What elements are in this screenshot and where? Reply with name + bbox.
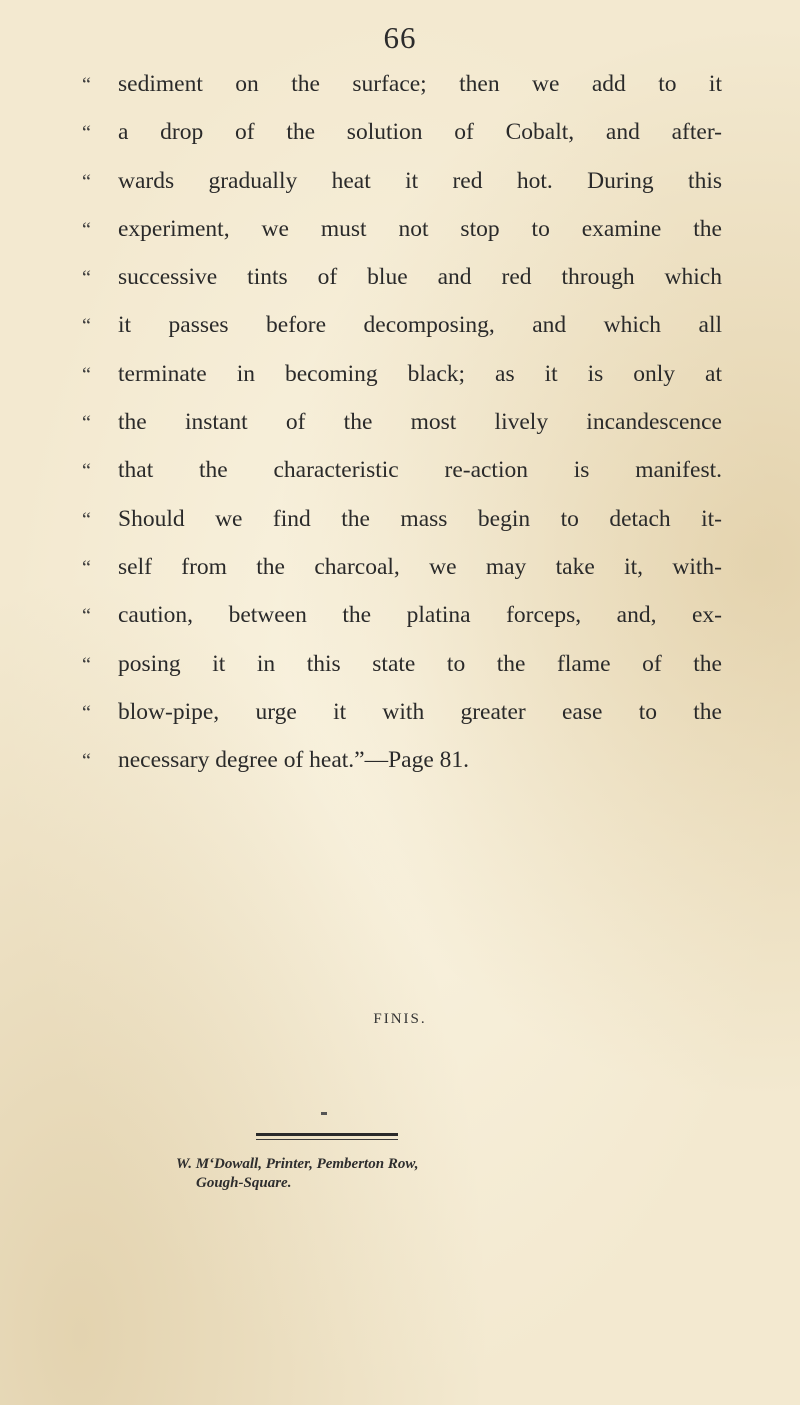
line-text: successive tints of blue and red through which [118, 264, 722, 291]
line-text: that the characteristic re-action is manifest. [118, 457, 722, 484]
text-line [82, 398, 722, 446]
line-text: the instant of the most lively incandescence [118, 409, 722, 436]
quote-mark: “ [82, 363, 91, 386]
line-text: wards gradually heat it red hot. During this [118, 167, 722, 194]
quote-mark: “ [82, 556, 91, 579]
text-line [82, 60, 722, 108]
quote-mark: “ [82, 315, 91, 338]
text-line [82, 108, 722, 156]
page-number: 66 [383, 20, 417, 55]
quoted-passage [82, 60, 722, 784]
quote-mark: “ [82, 701, 91, 724]
line-text: it passes before decomposing, and which all [118, 312, 722, 339]
text-line [82, 688, 722, 736]
text-line [82, 301, 722, 349]
printer-colophon [176, 1155, 419, 1193]
text-line [82, 543, 722, 591]
line-text: necessary degree of heat.”—Page 81. [118, 747, 470, 774]
quote-mark: “ [82, 74, 91, 96]
quote-mark: “ [82, 460, 91, 483]
line-text: experiment, we must not stop to examine the [118, 215, 722, 242]
text-line [82, 205, 722, 253]
quote-mark: “ [82, 267, 91, 290]
text-line [82, 736, 722, 784]
text-line [82, 446, 722, 494]
line-text: terminate in becoming black; as it is only at [118, 360, 722, 387]
colophon-line-2: Gough-Square. [196, 1175, 292, 1191]
line-text: self from the charcoal, we may take it, with- [118, 553, 722, 580]
colophon-line-1: W. M‘Dowall, Printer, Pemberton Row, [176, 1156, 419, 1172]
quote-mark: “ [82, 412, 91, 435]
quote-mark: “ [82, 653, 91, 676]
line-text: Should we find the mass begin to detach it- [118, 505, 722, 532]
line-text: sediment on the surface; then we add to it [118, 71, 722, 97]
text-line [82, 495, 722, 543]
quote-mark: “ [82, 750, 91, 773]
quote-mark: “ [82, 122, 91, 145]
text-line [82, 350, 722, 398]
line-text: caution, between the platina forceps, and, ex- [118, 602, 722, 629]
quote-mark: “ [82, 218, 91, 241]
quote-mark: “ [82, 605, 91, 628]
quote-mark: “ [82, 170, 91, 193]
divider-rule-thick [256, 1133, 398, 1136]
ornament-dash [321, 1112, 327, 1115]
text-line [82, 640, 722, 688]
line-text: a drop of the solution of Cobalt, and after- [118, 119, 722, 146]
finis-heading: FINIS. [373, 1011, 427, 1027]
text-line [82, 253, 722, 301]
line-text: blow-pipe, urge it with greater ease to the [118, 698, 722, 725]
divider-rule-thin [256, 1139, 398, 1140]
text-line [82, 157, 722, 205]
line-text: posing it in this state to the flame of the [118, 650, 722, 677]
quote-mark: “ [82, 508, 91, 531]
text-line [82, 591, 722, 639]
